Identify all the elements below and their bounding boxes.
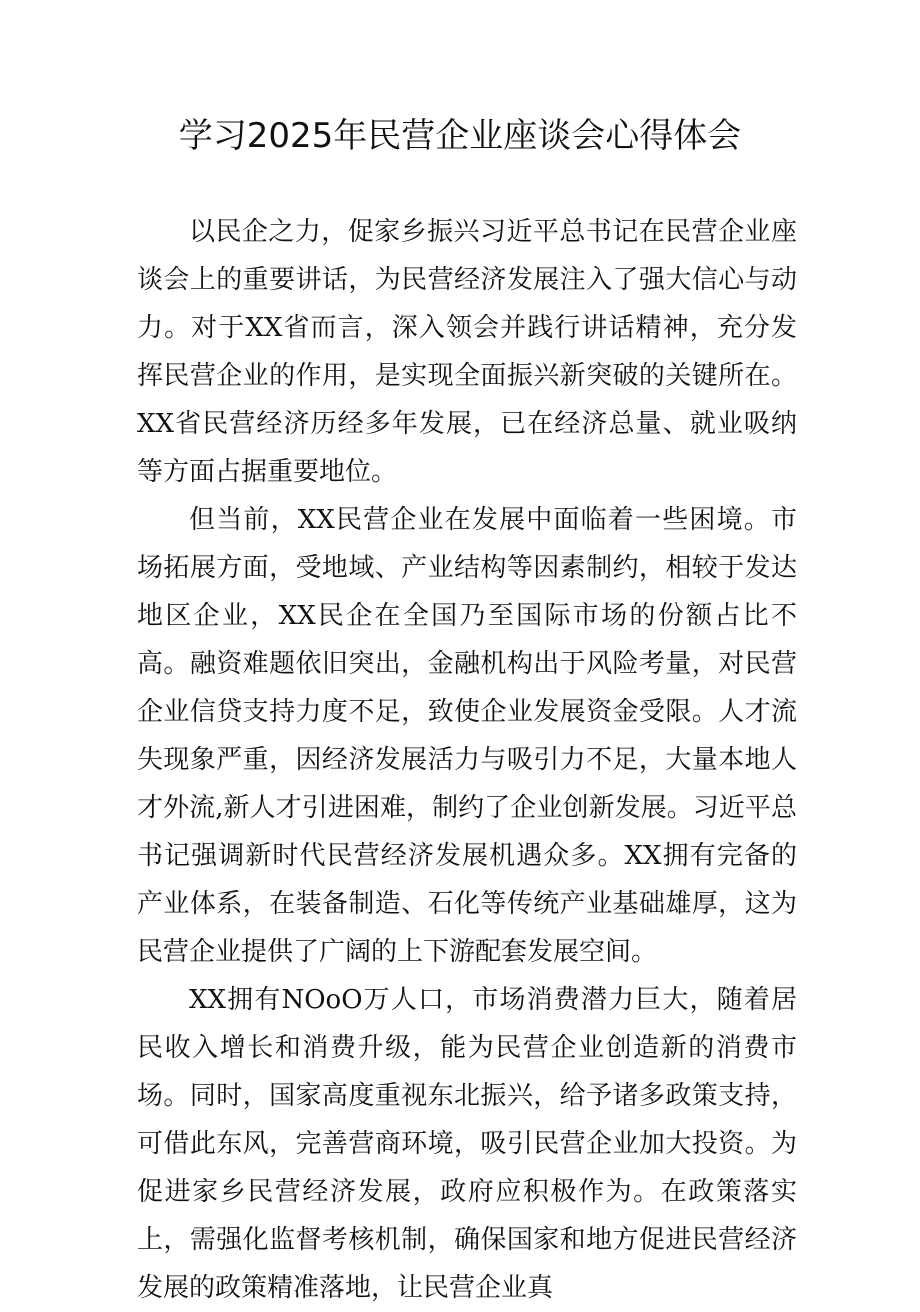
document-body xyxy=(137,208,797,1312)
document-title: 学习2025年民营企业座谈会心得体会 xyxy=(178,116,742,156)
paragraph-3: XX拥有NOoO万人口，市场消费潜力巨大，随着居民收入增长和消费升级，能为民营企业创造新的消费市场。同时，国家高度重视东北振兴，给予诸多政策支持，可借此东风，完善营商环境，吸引民营企业加大投资。为促进家乡民营经济发展，政府应积极作为。在政策落实上，需强化监督考核机制，确保国家和地方促进民营经济发展的政策精准落地，让民营企业真 xyxy=(137,985,797,1303)
paragraph-2: 但当前，XX民营企业在发展中面临着一些困境。市场拓展方面，受地域、产业结构等因素制约，相较于发达地区企业，XX民企在全国乃至国际市场的份额占比不高。融资难题依旧突出，金融机构出于风险考量，对民营企业信贷支持力度不足，致使企业发展资金受限。人才流失现象严重，因经济发展活力与吸引力不足，大量本地人才外流,新人才引进困难，制约了企业创新发展。习近平总书记强调新时代民营经济发展机遇众多。XX拥有完备的产业体系，在装备制造、石化等传统产业基础雄厚，这为民营企业提供了广阔的上下游配套发展空间。 xyxy=(137,505,797,967)
paragraph-1: 以民企之力，促家乡振兴习近平总书记在民营企业座谈会上的重要讲话，为民营经济发展注入了强大信心与动力。对于XX省而言，深入领会并践行讲话精神，充分发挥民营企业的作用，是实现全面振兴新突破的关键所在。XX省民营经济历经多年发展，已在经济总量、就业吸纳等方面占据重要地位。 xyxy=(137,217,797,487)
